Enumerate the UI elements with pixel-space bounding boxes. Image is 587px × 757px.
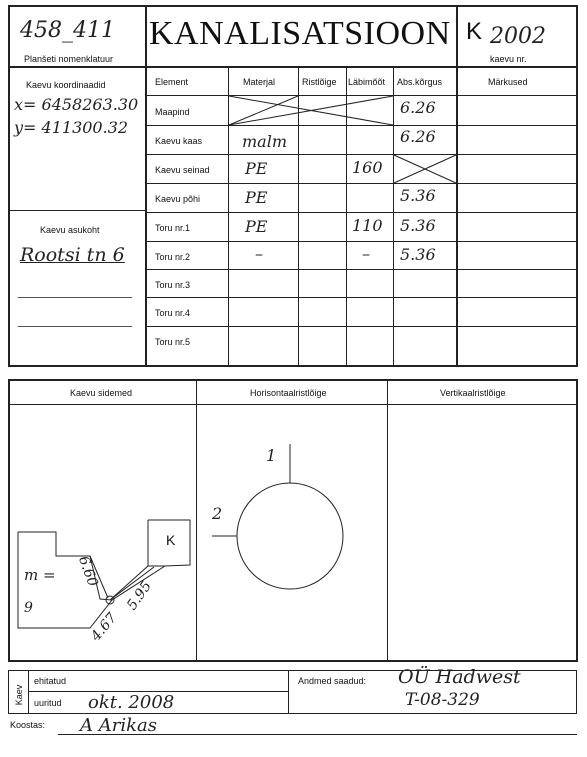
cell-height: 6.26 (400, 127, 436, 146)
row-element: Toru nr.2 (155, 252, 191, 262)
author-label: Koostas: (10, 720, 46, 730)
col-header-diameter: Läbimõõt (348, 77, 386, 87)
well-number: 2002 (490, 24, 546, 49)
built-label: ehitatud (34, 676, 67, 686)
col-vertical-label: Vertikaalristlõige (440, 388, 506, 398)
cell-material: malm (242, 132, 287, 151)
surveyed-label: uuritud (34, 698, 62, 708)
row-element: Toru nr.4 (155, 308, 191, 318)
dim-c: 4.67 (88, 610, 121, 645)
k-box-label: K (166, 532, 176, 548)
cell-height: 6.26 (400, 98, 436, 117)
cell-diameter: – (362, 244, 370, 263)
data-source-value: OÜ Hadwest (398, 666, 521, 688)
row-element: Kaevu seinad (155, 165, 210, 175)
manhole-circle (212, 444, 343, 589)
col-horizontal-label: Horisontaalristlõige (250, 388, 327, 398)
cell-material: PE (245, 159, 268, 178)
surveyed-value: okt. 2008 (88, 692, 175, 713)
cell-height: 5.36 (400, 245, 436, 264)
row-element: Maapind (155, 107, 190, 117)
cell-material: – (255, 244, 263, 263)
col-header-element: Element (155, 77, 189, 87)
location-value: Rootsi tn 6 (20, 244, 125, 266)
coord-y: y= 411300.32 (14, 118, 129, 137)
row-element: Toru nr.3 (155, 280, 191, 290)
nomenclature-value: 458_411 (20, 18, 115, 43)
cell-height: 5.36 (400, 186, 436, 205)
data-source-label: Andmed saadud: (298, 676, 367, 686)
row-element: Toru nr.5 (155, 337, 191, 347)
row-element: Toru nr.1 (155, 223, 191, 233)
col-header-cross: Ristlõige (302, 77, 337, 87)
col-sidemed-label: Kaevu sidemed (70, 388, 133, 398)
row-element: Kaevu kaas (155, 136, 203, 146)
well-label: kaevu nr. (490, 54, 527, 64)
dim-b: 5.95 (124, 578, 155, 614)
nomenclature-label: Planšeti nomenklatuur (24, 54, 114, 64)
author-value: A Arikas (80, 715, 157, 736)
building-number: 9 (24, 600, 33, 616)
pipe-1-label: 1 (266, 446, 277, 465)
coords-label: Kaevu koordinaadid (26, 80, 106, 90)
col-header-height: Abs.kõrgus (397, 77, 443, 87)
pipe-2-label: 2 (212, 504, 223, 523)
well-prefix: K (466, 18, 483, 45)
page-title: KANALISATSIOON (149, 15, 451, 52)
coord-x: x= 6458263.30 (14, 95, 139, 114)
cell-height: 5.36 (400, 216, 436, 235)
data-source-doc: T-08-329 (405, 690, 480, 710)
row-element: Kaevu põhi (155, 194, 201, 204)
location-label: Kaevu asukoht (40, 225, 100, 235)
footer-side-label: Kaev (14, 684, 24, 706)
cell-material: PE (245, 217, 268, 236)
cell-diameter: 160 (352, 158, 383, 177)
dim-a: 6.60 (74, 554, 101, 589)
building-label: m = (24, 566, 56, 584)
col-header-notes: Märkused (488, 77, 528, 87)
col-header-material: Materjal (243, 77, 276, 87)
cell-material: PE (245, 188, 268, 207)
cell-diameter: 110 (352, 216, 383, 235)
